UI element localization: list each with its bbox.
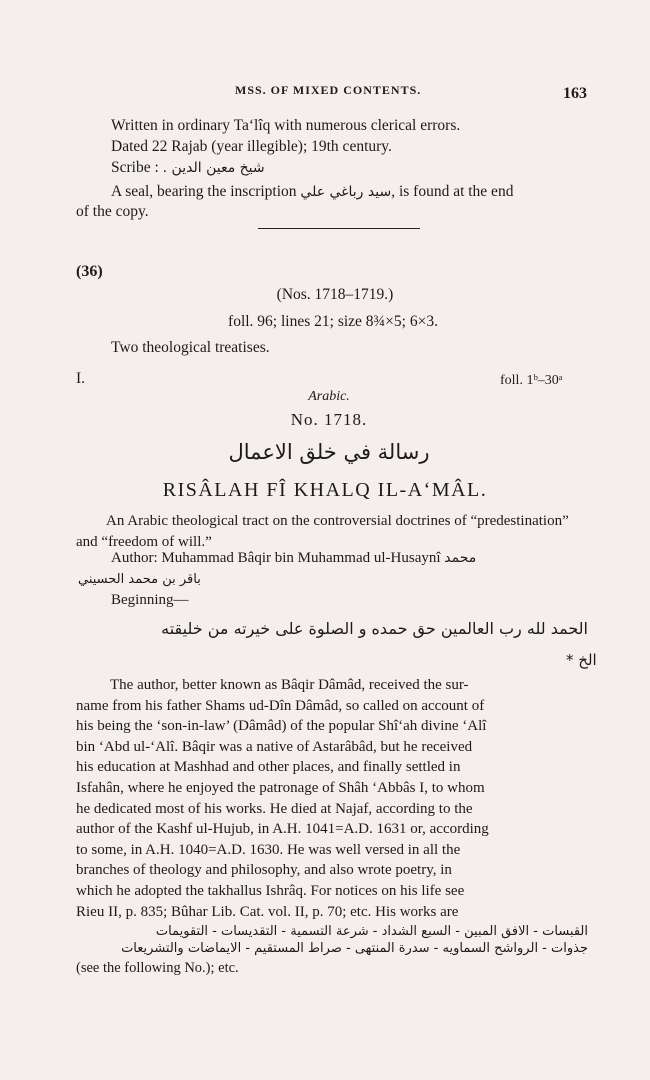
beginning-arabic-end: الخ * — [566, 651, 597, 669]
part-foll: foll. 1ᵇ–30ᵃ — [500, 373, 563, 388]
biography-line: Isfahân, where he enjoyed the patronage of Shâh ‘Abbâs I, to whom — [76, 779, 485, 796]
author-label: Author: Muhammad Bâqir bin Muhammad ul-Husaynî — [111, 550, 441, 566]
author-arabic-1: محمد — [444, 550, 477, 566]
scribe-label: Scribe : — [111, 159, 159, 176]
works-arabic-2: جذوات - الرواشح السماويه - سدرة المنتهى - صراط المستقيم - الايماضات والتشريعات — [121, 941, 588, 956]
works-arabic-1: القبسات - الافق المبين - السبع الشداد - شرعة التسمية - التقديسات - التقويمات — [155, 924, 588, 939]
biography-paragraph — [76, 675, 588, 922]
nos-line: (Nos. 1718–1719.) — [276, 286, 394, 303]
biography-line: which he adopted the takhallus Ishrâq. For notices on his life see — [76, 882, 465, 899]
scribe-line — [111, 159, 265, 177]
page-number: 163 — [563, 85, 587, 102]
author-line — [111, 550, 476, 567]
manuscript-number: No. 1718. — [290, 410, 368, 429]
running-head: MSS. OF MIXED CONTENTS. — [235, 83, 422, 97]
biography-line: to some, in A.H. 1040=A.D. 1630. He was well versed in all the — [76, 841, 461, 858]
arabic-title: رسالة في خلق الاعمال — [228, 440, 430, 464]
author-arabic-2: باقر بن محمد الحسيني — [78, 572, 201, 587]
biography-line: his being the ‘son-in-law’ (Dâmâd) of the popular Shî‘ah divine ‘Alî — [76, 718, 487, 735]
seal-inscription-arabic: سيد رباغي علي — [300, 184, 392, 200]
entry-number: (36) — [76, 263, 103, 280]
section-divider — [258, 228, 420, 229]
seal-text-after: , is found at the end — [391, 183, 514, 200]
seal-line-2: of the copy. — [76, 203, 149, 220]
scribe-name-arabic: شيخ معين الدين . — [162, 160, 265, 176]
closing-line: (see the following No.); etc. — [76, 960, 239, 976]
beginning-arabic: الحمد لله رب العالمين حق حمده و الصلوة على خيرته من خليقته — [161, 619, 588, 638]
biography-line: branches of theology and philosophy, and also wrote poetry, in — [76, 862, 452, 879]
date-line: Dated 22 Rajab (year illegible); 19th century. — [111, 138, 392, 155]
seal-line — [111, 183, 513, 201]
part-numeral: I. — [76, 370, 86, 387]
seal-text-before: A seal, bearing the inscription — [111, 183, 297, 200]
contents-line: Two theological treatises. — [111, 339, 270, 356]
description-paragraph: An Arabic theological tract on the controversial doctrines of “predestination” and “freedom of will.” — [76, 513, 569, 550]
biography-line: name from his father Shams ud-Dîn Dâmâd, so called on account of — [76, 697, 485, 714]
script-line: Written in ordinary Ta‘lîq with numerous clerical errors. — [111, 117, 461, 134]
biography-line: The author, better known as Bâqir Dâmâd, received the sur- — [110, 677, 469, 693]
biography-line: his education at Mashhad and other places, and finally settled in — [76, 759, 461, 776]
beginning-label: Beginning— — [111, 592, 189, 608]
foll-line: foll. 96; lines 21; size 8¾×5; 6×3. — [228, 313, 438, 330]
language-line: Arabic. — [308, 389, 350, 404]
work-title: RISÂLAH FÎ KHALQ IL-A‘MÂL. — [162, 479, 488, 501]
biography-line: bin ‘Abd ul-‘Alî. Bâqir was a native of Astarâbâd, but he received — [76, 738, 473, 755]
biography-line: author of the Kashf ul-Hujub, in A.H. 1041=A.D. 1631 or, according — [76, 821, 489, 838]
biography-line: he dedicated most of his works. He died at Najaf, according to the — [76, 800, 473, 817]
biography-line: Rieu II, p. 835; Bûhar Lib. Cat. vol. II, p. 70; etc. His works are — [76, 903, 459, 920]
